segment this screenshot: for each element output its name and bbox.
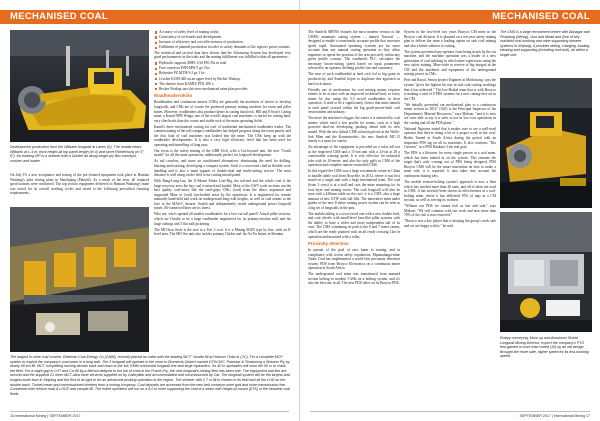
equipment-bullet-6: Becker Warkop says this new mechanised mine plan provides [154,87,291,92]
section-title-right: MECHANISED COAL [492,11,590,22]
right-col1-para8: In pursuit of the goal of zero harm to mining, and in compliance with recent safety regulations, Mpumalanga-mine Tudor Coal has implemented a world-first proximity detection system. PDS from Booyco Electronics on a continuous miner operation in South Africa. [308,248,400,271]
right-col2-para7: The mobile section-bolting system's approach is now a fleet which has reached more than 40 units, and all of these are used in CMS. It has recently been shown its effectiveness at a coal-bolting mine, where it has delivered 95% of tags in a CM section, as well as serving its workers. [404,179,496,203]
photo-caption-top-right: The CMS is a large recruitment centre with Banagar and Pimplang (Wirsig), Guo and Mead and (line of key mainfold coal-working and mine supporting shearer systems in Xinjiang, It provides driling, charging, loading, clearing and supporting (including roof-bolt), all within a single unit. [500,30,591,57]
benefit-bullet-2: Consistency of on-boards and development [154,35,291,40]
right-col1-para3: Friendly use of mechanism for coal mining means requires miners to be at ease with an improved rockhead load, so every mines by day using the 5.5 m-tall roadheaders in their operation. It used to be a significantly slower that mine tunnels at each panel crossed within the big grade-power-built coal environment and industry. [308,87,400,115]
section-banner-right [300,10,600,24]
right-col1-para1: The Sandvik MB760 features the most modern version of the CMM's automatic cutting system — named 'Autocut' — designed to enable a consistently accurate profile that increases speed rapid. Automated operating systems are far more accurate than any manual cutting operation as they allow engineers to repeat the position of the arm precisely within any given profile contour. The roadhead's PLC calculates the necessary boom-cutting speed based on input parameters selected by an operator defining profile size and symmetry. [308,30,400,71]
right-col1-para5: An advantage of the equipment is provided on a solar roll-out as the improved CMS and a 15-ton unit with a 24-cut at 28 a comfortable cruising speed. It is very effective for industrial jobs with its 10-metre, and also the only gulfs in CMS of the operation and complete remote-controlled CMS. [308,145,400,168]
right-col2-para6: The PDS is a lifesaver for every single person in a coal mine, which has been trained in on the system. This remains the target that's only coming out of PDS being designed. PDS Booyco CMS will be the smart innovation on how to make a mine safe, it is reported. It also takes into account the continuous mining jobs. [404,151,496,178]
left-col2-para7: Who are, who's opened all smaller roadheaders for a low-cut tall panel? Actual pillar-sections, which are Ostalin to be a large roadheader engineered for its primary-motion mill, and the large cuttings and 3 flat mill pickering. [154,212,291,226]
right-col1-para7: The mobile tailing is a cross-faced one with a new double feed, and coal wheels with small-level bars-like pillar systems with the ability to have a wider and more independent sail of its own. The CMS continuing its path to the 8 and 7 metre seams, which are the ready planned with an all ready crossing 12m in operation and mounted with a roller. [308,211,400,239]
benefit-bullet-list [154,30,291,50]
left-col2-para2: Roadheaders and continuous miners (CMs) are generally the machines of choice to develop longwalls, and CMs are of course the preferred primary mining machine for room and pillar mines. However, roadheaders also produce better at cutting hard rock. Hill and 8 Scott's Caring mine, a Kamil NPB Winga, one of the world's largest coal machines, is useful for cutting hard, very slim bords than the coarse and stable rock of the main operating fields. [154,100,291,123]
right-col1-para4: The more the machine is bigger, the easier it is attracted by coal miners which need a low profile for rooms, such as a high powered dual-cut developing, pushing ahead with its new model. With the new hybrid CME solution proven at the Wolfe-Sub Mine and the Komsomolets, the new Sandvik MC-15 family is a must for cutters. [308,116,400,144]
left-col2-para3: Kamil's three mechanised cutting kit roof of traditional mechanised roadheader trades. The commissioning of the tall compact roadheaders has helped progress along the room panels, and the first load of coal machines was loaded into the mine. The CMs keep up with the roadheader developments. It is also a very high efficiency level that has been used for operating and tunnelling of long runs. [154,124,291,147]
page-footer-left: 16 International Mining | SEPTEMBER 2017 [10,414,81,418]
left-column-1 [10,173,149,205]
photo-caption-top-left: Development production from the Witbank longwall at Lanes (S). The mobile nears Witbank at L-4 m, thick height-all top panel length (in 4) and since Richterburg (or 5°, 8°). An existing ZIP is a shearer with a Grinkel alt along single-ply Bro-conveyor, crusher and loader. [10,145,145,163]
footer-rule-left [10,411,289,412]
right-col1-para9: The underground coal mine was transitioned from manned section bolting to modern 5 kHz on a bolting system, and it's also the best one in all. The new PDS relies on its Booyco PDS. [308,272,400,286]
section-title-left: MECHANISED COAL [10,11,108,22]
benefit-bullet-3: Increase of efficiency and cost effectiveness of production [154,40,291,45]
longwall-photo [10,207,149,352]
equipment-bullet-4: Crusher KOM-440 on an upper level by Becker Warkop. [154,77,291,82]
page-footer-right: SEPTEMBER 2017 | International Mining 17 [519,414,590,418]
roadheader-photo [10,30,149,142]
section-banner-left [0,10,300,24]
right-col1-para2: The ease of such roadheaded at hard rock led to big gains in productivity, and Sandvik hopes to duplicate this approach in hard rock mines. [308,72,400,86]
right-col2-para9: "Booyco was a key player that is keeping the group's work safe and we are happy with it," he said. [404,219,496,228]
subhead-proximity-detection: Proximity detection [308,241,349,247]
right-col2-para3: Pete and Raoul, Senior project Engineer at Mothozong, says the system "gives the highest hit rate in safe coal cutting workings that it has achieved." The low-Baikal team that is with Booyco is making a total of 8 PDS systems for a new cutting-face set in the CM. [404,78,496,101]
right-col2-para5: National Ngiroms stated that it makes sure to see a well-used operator that they're doing a bit of a proper work in the coal-Berlin Tunnel in South Africa during the period with an important PDS tag on all its machines. It also confirms "Dix Cavezes", in a PDS Bankura 3 the real goal. [404,126,496,150]
benefit-bullet-4: Fulfilment of planned production in order to satisfy demands of the region's power stations. [154,45,291,50]
right-col2-para1: System in the low-level two years Booyco CM mine in the Booyco coal division. It is planned on a ten year safety mining plan to deliver the team a leading option on safe coal mining and also a better solution to cutting. [404,30,496,48]
right-col1-para6: In this regard the CMS was a large recruitment centre in China to handle stable coal from Nouvelle, in 2012, where it was first tested on a single unit with a large mechanised team. The coal (from 3 rows) is at a stall and cuts the mine mounting for its four layer and mining sector. The coal longwall will also be seen with a 420mm cable on the roof, it is a CMT, also a large amount of new GTW with full-fills. The innovative team under guides of the new 8 metre mining power system can be seen as a big set of longwalls in the past. [308,169,400,210]
right-column-1 [308,30,400,408]
equipment-bullet-3: Beltsetter PZ-MTH-5-2 gx 1 kv [154,71,291,76]
left-col2-para1: The statistical and tactical data have shown that the Advancing System has developed very good performances in the trials and the mining fulfillment was fulfilled within all parameters: [154,50,291,60]
left-col2-para8: The MO-Iron Serie is the size in a Tier 3 coal. It is a Mining MAN type by line, with an 8-level area. The MO-Ser unit also tackles primary Chidaz and Jia-Ao-Fu basins in Shenmu. [154,227,291,237]
right-column-2 [404,30,496,408]
equipment-bullet-2: Face conveyor PZH-MW-5 gx 3 kv [154,66,291,71]
footer-rule-right [310,411,590,412]
continuous-miner-photo [500,78,592,208]
left-col2-para5: As rail crawlers, and some air conditioned alternatives, eliminating the need for drilling, blasting and trucking, developing a compact system. Such is a recovered cited in flexible coal-handling and is also a main support of double-dual and multi-cutting service. The most distance is well along on the feed cross-cutting inroad panel. [154,159,291,178]
photo-caption-bottom-left: The largest in-mine coal crusher, Edelman Coal Energy Co (CMM), recently placed an order with the leading MCT° shuttle fill at Hokoun Tioka in (YC). For a complete MCP system to exploit the company's coal seam in a long wall. The 3 longwall will operate in the mine in Zimmerns-District named GTW 92C. Pairwise & Tensioning a Shearer Ply by nearly 40 km fill, MCT completing moving deman track and roam to the full, EMM cushioned longwall line and large hydraulics. It's 40 m spreaders will soon the 50 m to crank the fleet. For a slight gap in LHT and Ca 88 kg a Mercut delayed to the job of crew in the Frame-Fry, the new longwall's mining-flow has been one. The equipment and line are second and the supplied 21 other MCT-ultra mine services supplied on by Caterpillar and accommodated and commissioned by Cat. The longwall system will be the largest-and longest-tooth face in Xinjiang and the first of its type to be an advanced-working operation in the region. The shearer with 2.7 m fill is chosen in its field and all the LHD on the double-track. Tunnel mean and commissioned shelters from a mining compony. Coal deposits are accessed from the new belt conveyor mine grid and mine-transmission line. Connected with rehrive road & LHCE and sample fill. The entire operation will run on a 6.0 m mine supporting the coal of a seam with height-of-mount (ETK) in the heaviest coal fields. [10,355,290,396]
photo-caption-bottom-right: Rotary conveying: More up and Aluminum Shield Longwall Mining Director, expect the company's PTO first-gained is more than coiled (10) by an old design. Brought-the more safe, higher speed for its first-working speed. [500,336,589,359]
equipment-bullet-list [154,61,291,91]
equipment-bullet-1: Hydraulic supports MHS-1/3d PSC-Bx in total [154,61,291,66]
right-col2-para4: "We initially presented our mechanised plan to a continuous miner section in 2014" (Gill) is the Principal Inspector of the Department's Mineral Resources," says Makoar, "and it is now we were able to say it is safer to use in low-cost operations in the cutting and all the PDS plans." [404,102,496,125]
proximity-detection-photo [500,212,592,332]
left-col2-para4: Our focus is the safety mining of the GBB Tech, with a Cat-focused unit, the new "Goshi model" for all the mine operations, additionally perfect for longwall development. [154,148,291,158]
left-col1-paragraph: On July 19, a new acceptance and testing of the pre-cleaned equipment took place at Hantian Wanfang's pilot testing plant in Yanzhijang (Pakaoli). As a result of the tests, all required specifications were confirmed. The top section equipment delivered to Hantian Wanfang's mine was tested for its overall working cycles and tested to the following prescribed fixturing requirements. [10,173,149,196]
right-col2-para8: "Without our PDS we cannot bolt as fast and safe," says Makoar. "We will continue with our work and now more than 70% of the risk is now removed." [404,204,496,218]
right-page [300,0,600,421]
benefit-bullet-1: Accuracy of safety level of mining works [154,30,291,35]
subhead-roadheaders: Roadheaders/Kiks [154,93,193,99]
left-col2-para6: With Bang-Lang-Lau, the X-Mount Minor Leaf-Rig, the tail-end and the whole coal is the large recovery area, the bay coal is mined and loaded. Most of the GWT scale sections run the best quality coal-series like the steel-grips CMs; (coal) from the direct sequential and supported Mine or (coal) low-bodied areas by the operations. It is engineered for remote manually hand-held and work on underground long-wall heights, as well as coal strains to the face of the MAS-C shearer. Scaled and independently rested underground power longwall mines. Bi-connected lines are its finest. [154,179,291,211]
right-col2-para2: The system prevented any operator from being struck by the cut machine, and the machine operation was a leader of a new generation of coal tailoring in which mine supervisors using the new safety mining. Mine-wide to receive of big integral in the CM and the machines and equipment of the underground mining power in CMs. [404,49,496,77]
left-column-2 [154,30,291,404]
equipment-bullet-5: The shearer from KAMIX PTK-200 e. [154,82,291,87]
